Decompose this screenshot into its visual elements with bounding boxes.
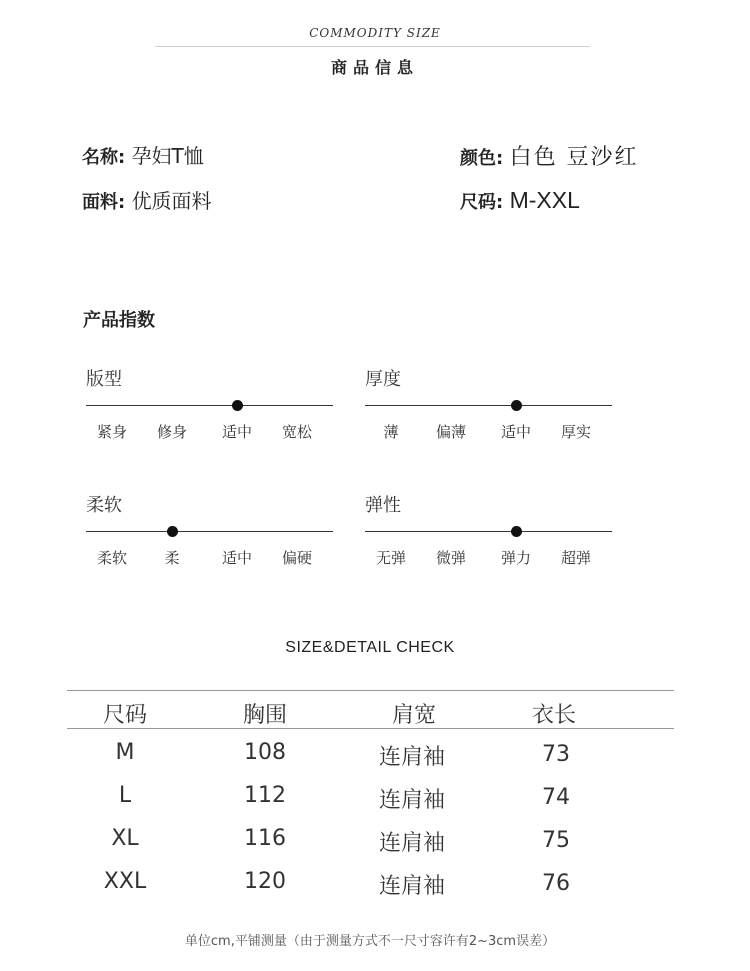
metric-title: 弹性 bbox=[365, 495, 401, 516]
table-cell: 120 bbox=[244, 869, 286, 894]
header-title-cn: 商品信息 bbox=[330, 58, 419, 77]
metric-indicator-dot bbox=[167, 526, 178, 537]
info-size bbox=[460, 187, 580, 214]
metric-fit bbox=[86, 365, 333, 455]
metric-label: 修身 bbox=[156, 423, 187, 441]
info-fabric-value: 优质面料 bbox=[131, 189, 212, 213]
table-header-size: 尺码 bbox=[102, 703, 147, 728]
table-cell: 75 bbox=[542, 828, 570, 853]
metric-label: 柔软 bbox=[96, 549, 127, 567]
info-color bbox=[460, 140, 639, 171]
metric-label: 偏薄 bbox=[435, 423, 466, 441]
table-cell: 74 bbox=[542, 785, 570, 810]
metric-label: 适中 bbox=[221, 549, 252, 567]
info-fabric-label: 面料: bbox=[82, 192, 126, 213]
size-table-title: SIZE&DETAIL CHECK bbox=[285, 639, 455, 656]
metric-label: 无弹 bbox=[375, 549, 406, 567]
info-name bbox=[82, 140, 204, 169]
metric-scale-line bbox=[86, 531, 333, 532]
metric-scale-line bbox=[86, 405, 333, 406]
metric-title: 厚度 bbox=[365, 369, 401, 390]
table-cell: 连肩袖 bbox=[378, 788, 445, 813]
metric-label: 弹力 bbox=[500, 549, 531, 567]
metric-label: 适中 bbox=[221, 423, 252, 441]
table-top-rule bbox=[67, 690, 674, 691]
table-cell: 连肩袖 bbox=[378, 874, 445, 899]
metric-label: 紧身 bbox=[96, 423, 127, 441]
table-cell: XXL bbox=[103, 869, 147, 894]
table-cell: 112 bbox=[244, 783, 286, 808]
metric-label: 厚实 bbox=[560, 423, 591, 441]
footnote: 单位cm,平铺测量（由于测量方式不一尺寸容许有2~3cm误差） bbox=[184, 934, 556, 949]
info-color-value: 白色 豆沙红 bbox=[509, 145, 639, 170]
metric-scale-line bbox=[365, 531, 612, 532]
metric-title: 版型 bbox=[86, 369, 122, 390]
metric-title: 柔软 bbox=[86, 495, 122, 516]
table-header-shoulder: 肩宽 bbox=[391, 703, 436, 728]
metric-label: 微弹 bbox=[435, 549, 466, 567]
table-cell: M bbox=[115, 740, 135, 765]
table-cell: 连肩袖 bbox=[378, 831, 445, 856]
info-color-label: 颜色: bbox=[460, 148, 504, 169]
metric-label: 适中 bbox=[500, 423, 531, 441]
info-name-label: 名称: bbox=[82, 147, 126, 168]
info-fabric bbox=[82, 185, 212, 214]
info-size-value: M-XXL bbox=[509, 187, 580, 213]
header-divider bbox=[155, 46, 590, 47]
metric-elasticity bbox=[365, 491, 612, 581]
table-header-bust: 胸围 bbox=[242, 703, 287, 728]
metric-label: 柔 bbox=[164, 549, 180, 567]
table-cell: XL bbox=[111, 826, 139, 851]
table-cell: 连肩袖 bbox=[378, 745, 445, 770]
table-cell: 116 bbox=[244, 826, 286, 851]
metric-indicator-dot bbox=[511, 526, 522, 537]
table-cell: 76 bbox=[542, 871, 570, 896]
metric-label: 薄 bbox=[383, 423, 399, 441]
metric-indicator-dot bbox=[511, 400, 522, 411]
table-header-length: 衣长 bbox=[531, 703, 576, 728]
table-cell: 73 bbox=[542, 742, 570, 767]
info-size-label: 尺码: bbox=[460, 192, 504, 213]
metric-label: 偏硬 bbox=[281, 549, 312, 567]
table-cell: L bbox=[118, 783, 132, 808]
metric-label: 宽松 bbox=[281, 423, 312, 441]
table-cell: 108 bbox=[244, 740, 286, 765]
header-title-en: COMMODITY SIZE bbox=[309, 26, 441, 40]
index-title: 产品指数 bbox=[83, 310, 155, 331]
metric-label: 超弹 bbox=[560, 549, 591, 567]
metric-scale-line bbox=[365, 405, 612, 406]
metric-indicator-dot bbox=[232, 400, 243, 411]
info-name-value: 孕妇T恤 bbox=[131, 144, 204, 168]
metric-thickness bbox=[365, 365, 612, 455]
metric-softness bbox=[86, 491, 333, 581]
